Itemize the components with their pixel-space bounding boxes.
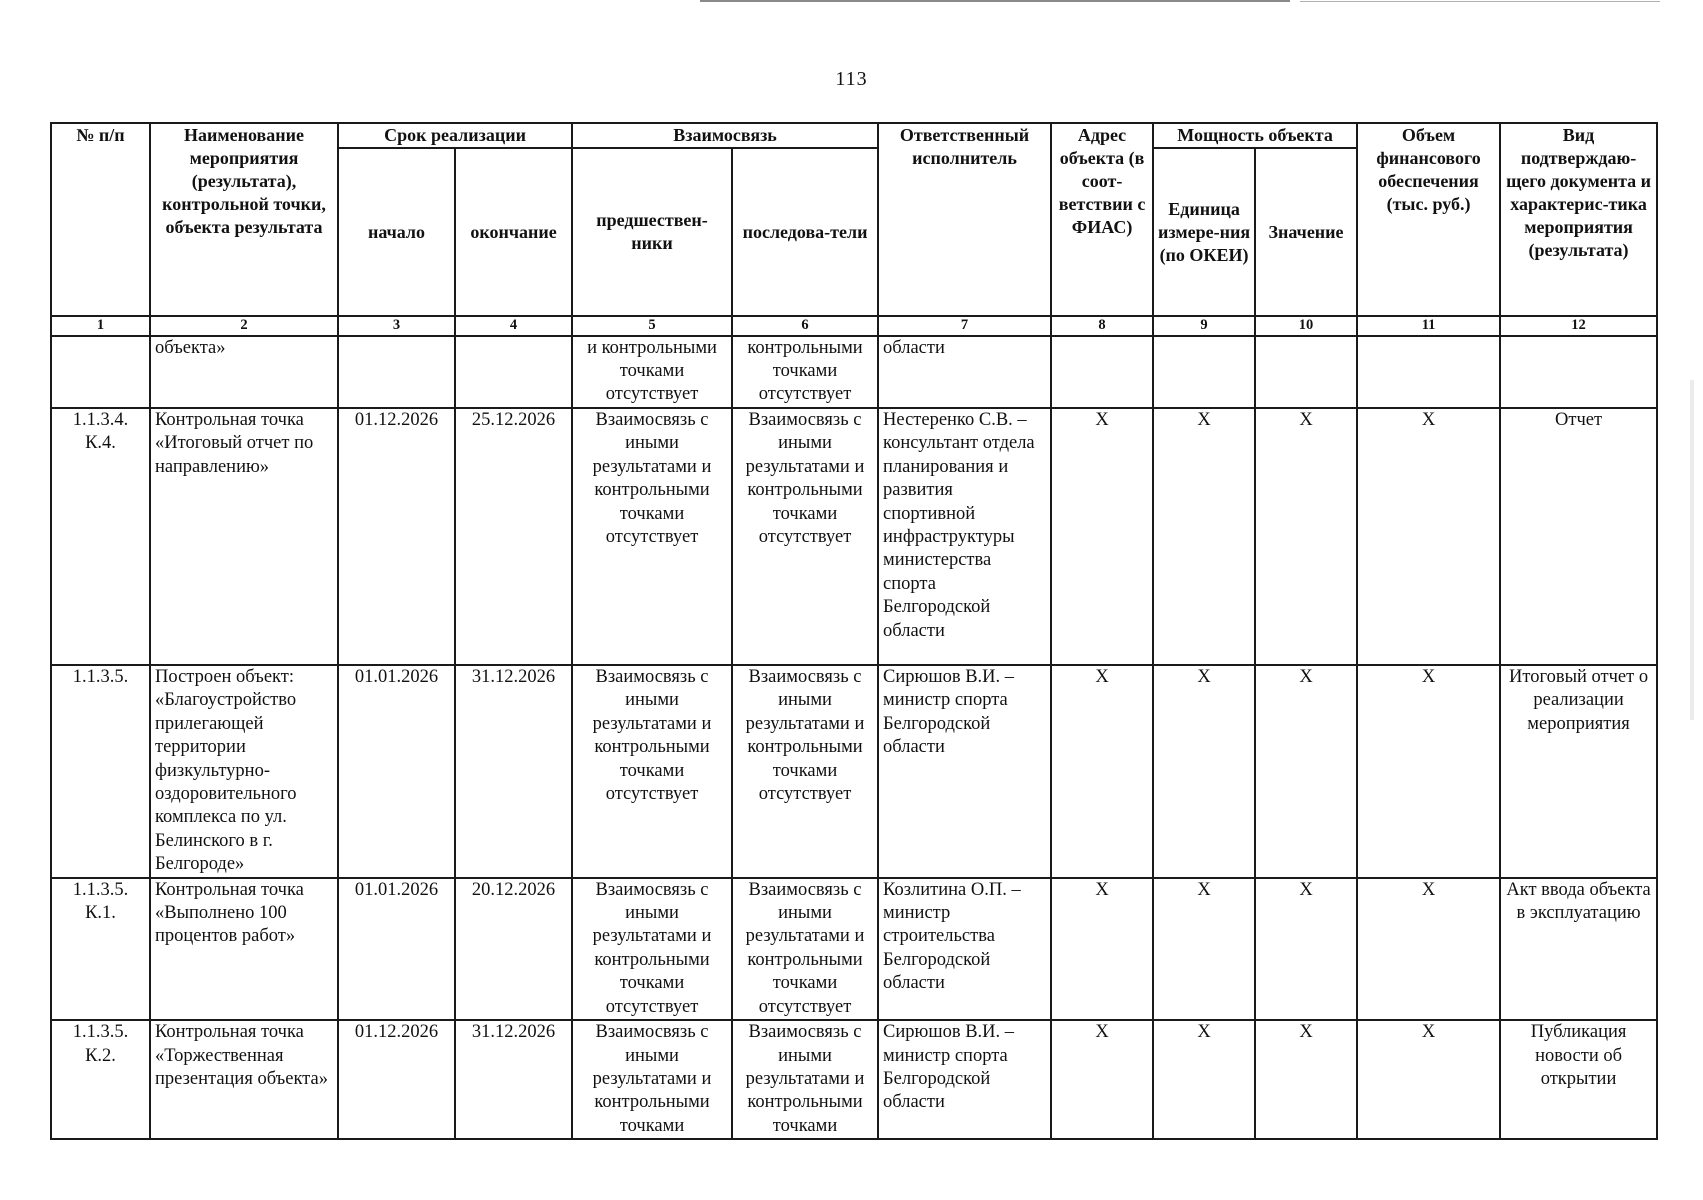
cell-end: 20.12.2026 xyxy=(455,878,572,1020)
cell-unit: Х xyxy=(1153,878,1255,1020)
table-row xyxy=(51,1020,1657,1139)
cell-responsible: Козлитина О.П. – министр строительства Белгородской области xyxy=(878,878,1051,1020)
header-responsible: Ответственный исполнитель xyxy=(878,123,1051,316)
cell-successors: Взаимосвязь с иными результатами и контрольными точками отсутствует xyxy=(732,408,878,665)
cell-num: 1.1.3.5. К.2. xyxy=(51,1020,150,1139)
cell-num xyxy=(51,336,150,408)
header-predecessors: предшествен-ники xyxy=(572,148,732,316)
column-number: 12 xyxy=(1500,316,1657,336)
cell-num: 1.1.3.5. К.1. xyxy=(51,878,150,1020)
cell-value xyxy=(1255,336,1357,408)
cell-address: Х xyxy=(1051,878,1153,1020)
table-row xyxy=(51,336,1657,408)
header-start: начало xyxy=(338,148,455,316)
cell-name: объекта» xyxy=(150,336,338,408)
table-row xyxy=(51,408,1657,665)
header-group-row xyxy=(51,123,1657,148)
cell-start: 01.12.2026 xyxy=(338,1020,455,1139)
cell-unit: Х xyxy=(1153,1020,1255,1139)
cell-responsible: Нестеренко С.В. – консультант отдела планирования и развития спортивной инфраструктуры министерства спорта Белгородской области xyxy=(878,408,1051,665)
cell-document: Акт ввода объекта в эксплуатацию xyxy=(1500,878,1657,1020)
scan-shadow xyxy=(1690,380,1694,720)
cell-unit xyxy=(1153,336,1255,408)
page-number: 113 xyxy=(835,68,868,90)
column-number: 9 xyxy=(1153,316,1255,336)
header-document: Вид подтверждаю-щего документа и характерис-тика мероприятия (результата) xyxy=(1500,123,1657,316)
cell-name: Контрольная точка «Выполнено 100 процентов работ» xyxy=(150,878,338,1020)
cell-value: Х xyxy=(1255,878,1357,1020)
cell-finance: Х xyxy=(1357,408,1500,665)
header-num: № п/п xyxy=(51,123,150,316)
cell-value: Х xyxy=(1255,408,1357,665)
column-number: 1 xyxy=(51,316,150,336)
cell-start: 01.01.2026 xyxy=(338,878,455,1020)
table-row xyxy=(51,665,1657,878)
header-end: окончание xyxy=(455,148,572,316)
header-unit: Единица измере-ния (по ОКЕИ) xyxy=(1153,148,1255,316)
column-number: 8 xyxy=(1051,316,1153,336)
cell-successors: Взаимосвязь с иными результатами и контрольными точками отсутствует xyxy=(732,878,878,1020)
cell-value: Х xyxy=(1255,1020,1357,1139)
cell-end xyxy=(455,336,572,408)
cell-predecessors: Взаимосвязь с иными результатами и контрольными точками отсутствует xyxy=(572,665,732,878)
cell-num: 1.1.3.5. xyxy=(51,665,150,878)
header-value: Значение xyxy=(1255,148,1357,316)
header-address: Адрес объекта (в соот-ветствии с ФИАС) xyxy=(1051,123,1153,316)
column-number: 7 xyxy=(878,316,1051,336)
cell-responsible: Сирюшов В.И. – министр спорта Белгородской области xyxy=(878,665,1051,878)
cell-address: Х xyxy=(1051,408,1153,665)
cell-address xyxy=(1051,336,1153,408)
column-number: 4 xyxy=(455,316,572,336)
column-number: 6 xyxy=(732,316,878,336)
cell-address: Х xyxy=(1051,665,1153,878)
cell-successors: Взаимосвязь с иными результатами и контрольными точками отсутствует xyxy=(732,665,878,878)
column-number: 10 xyxy=(1255,316,1357,336)
plan-table xyxy=(50,122,1658,1140)
cell-responsible: области xyxy=(878,336,1051,408)
cell-predecessors: Взаимосвязь с иными результатами и контрольными точками отсутствует xyxy=(572,878,732,1020)
cell-finance xyxy=(1357,336,1500,408)
table-row xyxy=(51,878,1657,1020)
cell-document: Отчет xyxy=(1500,408,1657,665)
column-number-row xyxy=(51,316,1657,336)
cell-document: Итоговый отчет о реализации мероприятия xyxy=(1500,665,1657,878)
header-successors: последова-тели xyxy=(732,148,878,316)
scan-edge-line-faint xyxy=(1300,1,1660,2)
scan-edge-line xyxy=(700,0,1290,2)
column-number: 5 xyxy=(572,316,732,336)
cell-finance: Х xyxy=(1357,665,1500,878)
cell-name: Построен объект: «Благоустройство прилегающей территории физкультурно-оздоровительного комплекса по ул. Белинского в г. Белгороде» xyxy=(150,665,338,878)
column-number: 2 xyxy=(150,316,338,336)
header-finance: Объем финансового обеспечения (тыс. руб.) xyxy=(1357,123,1500,316)
cell-end: 31.12.2026 xyxy=(455,665,572,878)
cell-num: 1.1.3.4. К.4. xyxy=(51,408,150,665)
cell-responsible: Сирюшов В.И. – министр спорта Белгородской области xyxy=(878,1020,1051,1139)
cell-finance: Х xyxy=(1357,878,1500,1020)
cell-successors: Взаимосвязь с иными результатами и контрольными точками xyxy=(732,1020,878,1139)
cell-predecessors: и контрольными точками отсутствует xyxy=(572,336,732,408)
cell-document xyxy=(1500,336,1657,408)
cell-name: Контрольная точка «Торжественная презентация объекта» xyxy=(150,1020,338,1139)
cell-start: 01.01.2026 xyxy=(338,665,455,878)
cell-predecessors: Взаимосвязь с иными результатами и контрольными точками xyxy=(572,1020,732,1139)
cell-predecessors: Взаимосвязь с иными результатами и контрольными точками отсутствует xyxy=(572,408,732,665)
cell-address: Х xyxy=(1051,1020,1153,1139)
cell-finance: Х xyxy=(1357,1020,1500,1139)
header-group-capacity: Мощность объекта xyxy=(1153,123,1357,148)
header-name: Наименование мероприятия (результата), контрольной точки, объекта результата xyxy=(150,123,338,316)
cell-start xyxy=(338,336,455,408)
header-group-term: Срок реализации xyxy=(338,123,572,148)
column-number: 3 xyxy=(338,316,455,336)
cell-end: 31.12.2026 xyxy=(455,1020,572,1139)
cell-document: Публикация новости об открытии xyxy=(1500,1020,1657,1139)
cell-value: Х xyxy=(1255,665,1357,878)
cell-unit: Х xyxy=(1153,665,1255,878)
cell-end: 25.12.2026 xyxy=(455,408,572,665)
cell-unit: Х xyxy=(1153,408,1255,665)
cell-name: Контрольная точка «Итоговый отчет по направлению» xyxy=(150,408,338,665)
cell-successors: контрольными точками отсутствует xyxy=(732,336,878,408)
column-number: 11 xyxy=(1357,316,1500,336)
cell-start: 01.12.2026 xyxy=(338,408,455,665)
header-group-link: Взаимосвязь xyxy=(572,123,878,148)
